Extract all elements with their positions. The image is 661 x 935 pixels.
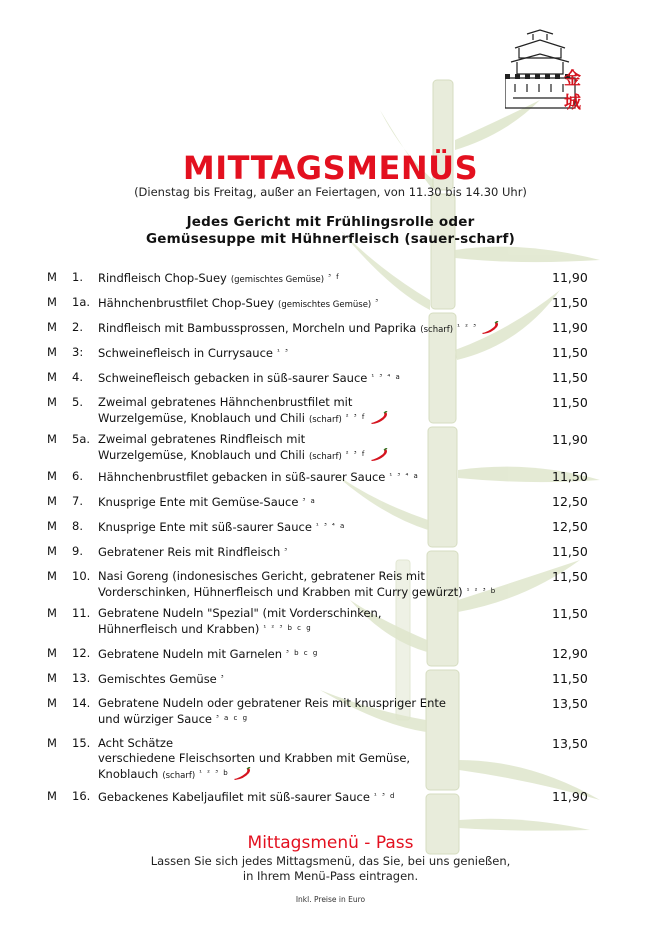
menu-item-text: Vorderschinken, Hühnerfleisch und Krabben mit Curry gewürzt) <box>98 585 463 599</box>
menu-item-description <box>98 345 538 361</box>
menu-item-text: Gebratene Nudeln "Spezial" (mit Vorderschinken, <box>98 606 382 620</box>
pass-title: Mittagsmenü - Pass <box>247 833 414 853</box>
menu-item-description <box>98 789 538 805</box>
allergen-codes: ³ a <box>302 497 317 505</box>
menu-item-text: Gebratener Reis mit Rindfleisch <box>98 545 281 559</box>
menu-item-description <box>98 295 538 313</box>
allergen-codes: ³ <box>220 674 226 682</box>
logo-char-1: 金 <box>564 69 581 89</box>
menu-item-number: 6. <box>72 469 83 483</box>
menu-item-price: 11,50 <box>552 469 588 484</box>
menu-item-text: Schweinefleisch in Currysauce <box>98 346 273 360</box>
menu-item-description <box>98 320 538 338</box>
menu-item-text: Gebratene Nudeln oder gebratener Reis mit knuspriger Ente <box>98 696 446 710</box>
menu-item-description <box>98 569 538 600</box>
allergen-codes: ³ <box>375 298 380 306</box>
menu-item-prefix: M <box>47 671 57 685</box>
menu-item-prefix: M <box>47 320 57 334</box>
menu-item-description <box>98 432 538 465</box>
menu-item-number: 11. <box>72 606 91 620</box>
menu-item-note: (gemischtes Gemüse) <box>230 275 325 285</box>
menu-item-price: 11,50 <box>552 671 588 686</box>
menu-item-text: Rindfleisch mit Bambussprossen, Morcheln und Paprika <box>98 321 417 335</box>
menu-item-number: 10. <box>72 569 91 583</box>
chili-icon <box>477 321 500 335</box>
menu-item-description <box>98 519 538 535</box>
menu-item-price: 11,50 <box>552 370 588 385</box>
menu-item-note: (scharf) <box>308 452 342 462</box>
menu-item-description <box>98 696 538 727</box>
menu-item-price: 11,50 <box>552 295 588 310</box>
menu-item-text: Rindfleisch Chop-Suey <box>98 271 227 285</box>
menu-item-text: Acht Schätze <box>98 736 174 750</box>
menu-item-price: 11,50 <box>552 569 588 584</box>
intro-line-1: Jedes Gericht mit Frühlingsrolle oder <box>186 214 475 230</box>
menu-item-number: 5a. <box>72 432 91 446</box>
menu-item-text: Knoblauch <box>98 767 159 781</box>
menu-item-price: 12,90 <box>552 646 588 661</box>
menu-item-price: 11,50 <box>552 395 588 410</box>
chili-icon <box>229 767 252 781</box>
menu-item-number: 7. <box>72 494 83 508</box>
menu-item-prefix: M <box>47 646 57 660</box>
logo-char-2: 城 <box>564 93 581 113</box>
menu-item-prefix: M <box>47 345 57 359</box>
menu-item-number: 1. <box>72 270 83 284</box>
pass-line-2: in Ihrem Menü-Pass eintragen. <box>242 869 419 883</box>
menu-item-text: Hähnchenbrustfilet gebacken in süß-saurer Sauce <box>98 470 386 484</box>
menu-item-text: Gebratene Nudeln mit Garnelen <box>98 647 283 661</box>
allergen-codes: ¹ ³ <box>276 348 290 356</box>
chili-icon <box>366 448 389 462</box>
menu-item-description <box>98 736 538 784</box>
menu-item-prefix: M <box>47 469 57 483</box>
allergen-codes: ¹ ² ³ b c g <box>263 624 313 632</box>
menu-item-number: 9. <box>72 544 83 558</box>
menu-item-text: Wurzelgemüse, Knoblauch und Chili <box>98 448 305 462</box>
menu-item-text: Knusprige Ente mit süß-saurer Sauce <box>98 520 312 534</box>
menu-item-text: Zweimal gebratenes Hähnchenbrustfilet mit <box>98 395 353 409</box>
menu-item-text: Gebackenes Kabeljaufilet mit süß-saurer Sauce <box>98 790 370 804</box>
menu-item-number: 8. <box>72 519 83 533</box>
page-subtitle: (Dienstag bis Freitag, außer an Feiertagen, von 11.30 bis 14.30 Uhr) <box>134 185 527 199</box>
menu-item-number: 16. <box>72 789 91 803</box>
menu-item-number: 1a. <box>72 295 91 309</box>
menu-item-text: Hühnerfleisch und Krabben) <box>98 622 260 636</box>
menu-item-note: (scharf) <box>308 415 342 425</box>
menu-item-prefix: M <box>47 736 57 750</box>
footnote: Inkl. Preise in Euro <box>295 895 366 904</box>
menu-item-number: 3: <box>72 345 84 359</box>
menu-item-number: 4. <box>72 370 83 384</box>
menu-item-text: Zweimal gebratenes Rindfleisch mit <box>98 432 306 446</box>
menu-item-description <box>98 646 538 662</box>
menu-item-prefix: M <box>47 696 57 710</box>
menu-item-text: und würziger Sauce <box>98 712 212 726</box>
menu-item-description <box>98 469 538 485</box>
allergen-codes: ³ b c g <box>286 649 319 657</box>
menu-item-description <box>98 270 538 288</box>
chili-icon <box>366 411 389 425</box>
menu-item-prefix: M <box>47 270 57 284</box>
menu-item-price: 11,50 <box>552 544 588 559</box>
pass-line-1: Lassen Sie sich jedes Mittagsmenü, das Sie, bei uns genießen, <box>150 854 511 868</box>
menu-item-prefix: M <box>47 395 57 409</box>
menu-item-text: Schweinefleisch gebacken in süß-saurer Sauce <box>98 371 368 385</box>
allergen-codes: ¹ ³ ⁴ a <box>315 522 346 530</box>
menu-item-price: 12,50 <box>552 519 588 534</box>
allergen-codes: ¹ ² ³ b <box>199 769 230 777</box>
page-title: MITTAGSMENÜS <box>182 149 479 187</box>
menu-item-prefix: M <box>47 569 57 583</box>
menu-item-prefix: M <box>47 544 57 558</box>
menu-item-price: 11,50 <box>552 606 588 621</box>
menu-item-text: verschiedene Fleischsorten und Krabben mit Gemüse, <box>98 751 411 765</box>
menu-item-description <box>98 494 538 510</box>
menu-item-description <box>98 370 538 386</box>
allergen-codes: ³ a c g <box>215 714 249 722</box>
menu-item-description <box>98 671 538 687</box>
menu-item-note: (scharf) <box>162 771 196 781</box>
menu-item-number: 14. <box>72 696 91 710</box>
menu-item-prefix: M <box>47 370 57 384</box>
menu-item-note: (scharf) <box>420 325 454 335</box>
menu-item-number: 13. <box>72 671 91 685</box>
menu-item-prefix: M <box>47 519 57 533</box>
allergen-codes: ¹ ³ d <box>373 792 396 800</box>
allergen-codes: ¹ ³ ⁴ a <box>389 472 420 480</box>
menu-item-number: 12. <box>72 646 91 660</box>
menu-item-description <box>98 395 538 428</box>
allergen-codes: ¹ ³ ⁴ a <box>371 373 402 381</box>
allergen-codes: ² ³ f <box>345 450 366 458</box>
allergen-codes: ¹ ² ³ b <box>466 587 497 595</box>
menu-item-description <box>98 544 538 560</box>
menu-item-price: 11,90 <box>552 789 588 804</box>
menu-item-text: Gemischtes Gemüse <box>98 672 217 686</box>
menu-item-price: 11,90 <box>552 320 588 335</box>
menu-item-prefix: M <box>47 494 57 508</box>
menu-item-prefix: M <box>47 606 57 620</box>
intro-line-2: Gemüsesuppe mit Hühnerfleisch (sauer-scharf) <box>146 231 515 247</box>
menu-item-number: 5. <box>72 395 83 409</box>
allergen-codes: ² ³ f <box>345 413 366 421</box>
menu-item-text: Hähnchenbrustfilet Chop-Suey <box>98 296 275 310</box>
menu-item-prefix: M <box>47 432 57 446</box>
menu-item-text: Knusprige Ente mit Gemüse-Sauce <box>98 495 299 509</box>
menu-item-price: 11,90 <box>552 270 588 285</box>
menu-item-prefix: M <box>47 295 57 309</box>
menu-item-prefix: M <box>47 789 57 803</box>
pagoda-logo <box>505 28 595 113</box>
allergen-codes: ³ <box>284 547 289 555</box>
menu-item-text: Wurzelgemüse, Knoblauch und Chili <box>98 411 305 425</box>
allergen-codes: ³ f <box>328 273 341 281</box>
menu-item-price: 13,50 <box>552 736 588 751</box>
menu-item-text: Nasi Goreng (indonesisches Gericht, gebratener Reis mit <box>98 569 425 583</box>
menu-item-description <box>98 606 538 637</box>
menu-item-number: 2. <box>72 320 83 334</box>
menu-item-price: 11,90 <box>552 432 588 447</box>
menu-item-price: 11,50 <box>552 345 588 360</box>
allergen-codes: ¹ ² ³ <box>457 323 478 331</box>
menu-item-price: 12,50 <box>552 494 588 509</box>
menu-item-note: (gemischtes Gemüse) <box>278 300 372 310</box>
menu-item-number: 15. <box>72 736 91 750</box>
menu-item-price: 13,50 <box>552 696 588 711</box>
